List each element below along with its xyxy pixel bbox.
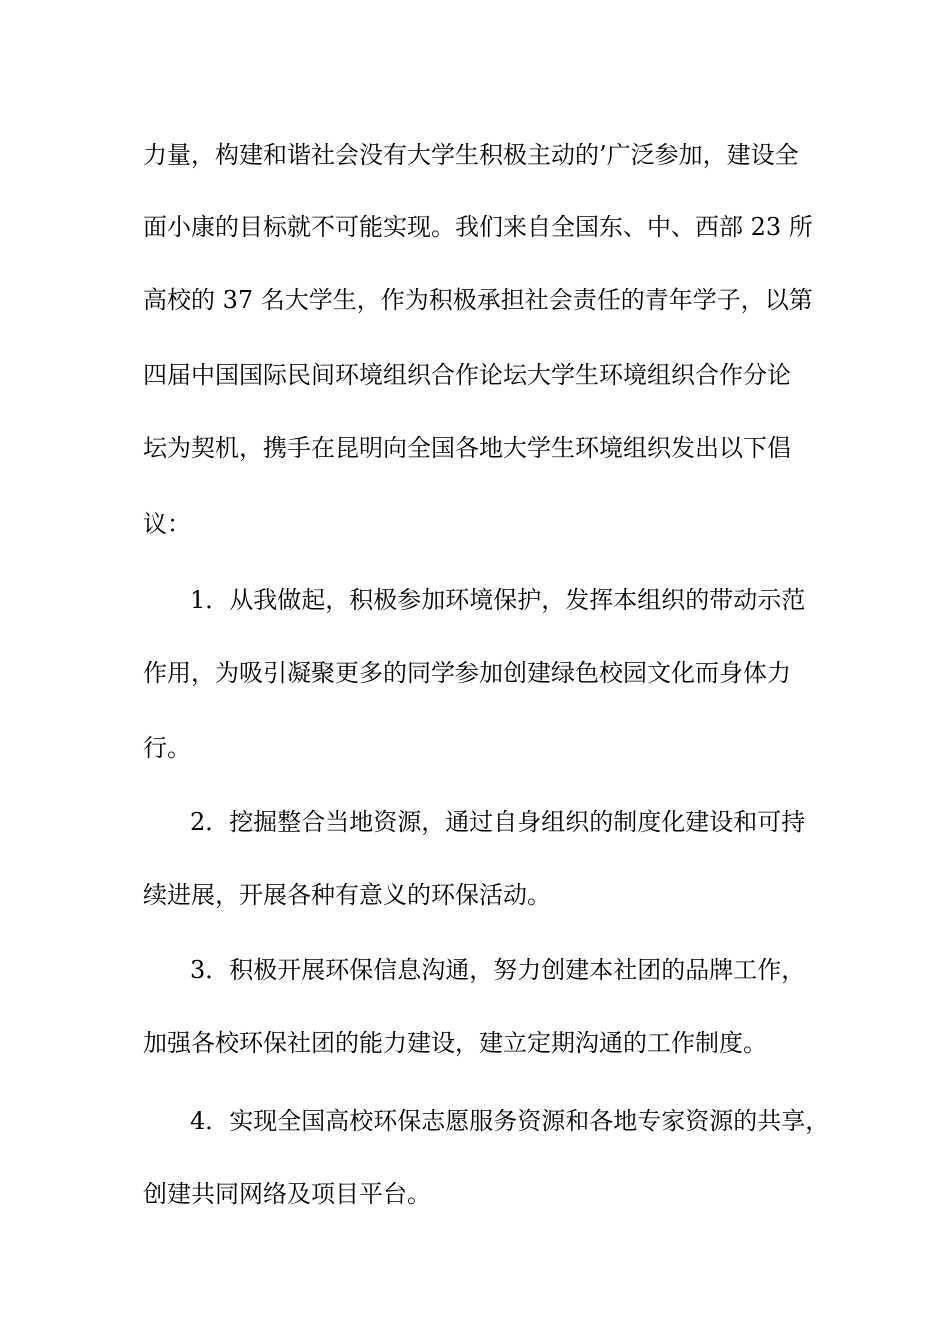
list-item-1: 1．从我做起，积极参加环境保护，发挥本组织的带动示范 [190,586,806,614]
list-item-3: 3．积极开展环保信息沟通，努力创建本社团的品牌工作， [190,956,806,984]
list-item-2: 2．挖掘整合当地资源，通过自身组织的制度化建设和可持 [190,808,806,836]
text-line: 高校的 37 名大学生，作为积极承担社会责任的青年学子，以第 [143,286,813,314]
text-line: 续进展，开展各种有意义的环保活动。 [143,881,551,909]
list-item-4: 4．实现全国高校环保志愿服务资源和各地专家资源的共享， [190,1107,830,1135]
text-line: 坛为契机，携手在昆明向全国各地大学生环境组织发出以下倡 [143,434,791,462]
text-line: 创建共同网络及项目平台。 [143,1180,431,1208]
text-line: 作用，为吸引凝聚更多的同学参加创建绿色校园文化而身体力 [143,659,791,687]
text-line: 四届中国国际民间环境组织合作论坛大学生环境组织合作分论 [143,361,791,389]
text-line: 加强各校环保社团的能力建设，建立定期沟通的工作制度。 [143,1029,767,1057]
text-line: 力量，构建和谐社会没有大学生积极主动的’广泛参加，建设全 [143,141,799,169]
text-line: 议： [143,510,191,538]
text-line: 面小康的目标就不可能实现。我们来自全国东、中、西部 23 所 [143,213,813,241]
text-line: 行。 [143,734,191,762]
